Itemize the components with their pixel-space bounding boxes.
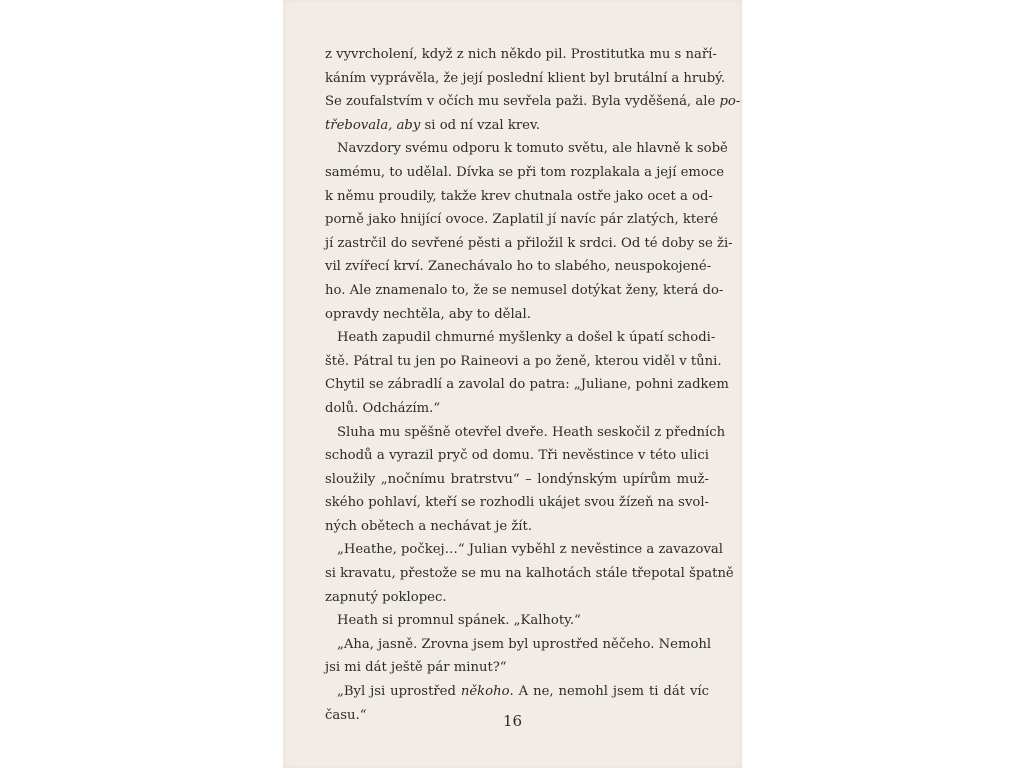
text-line: Heath si promnul spánek. „Kalhoty.“ bbox=[337, 613, 581, 629]
text-line bbox=[325, 114, 709, 138]
text-line: „Aha, jasně. Zrovna jsem byl uprostřed něčeho. Nemohl bbox=[337, 636, 712, 652]
text-line: opravdy nechtěla, aby to dělal. bbox=[325, 306, 531, 322]
text-line: jsi mi dát ještě pár minut?“ bbox=[325, 660, 507, 676]
text-line: zapnutý poklopec. bbox=[325, 589, 447, 605]
text-line: Sluha mu spěšně otevřel dveře. Heath seskočil z předních bbox=[337, 424, 726, 440]
text-line bbox=[325, 90, 741, 114]
text-line: si kravatu, přestože se mu na kalhotách stále třepotal špatně bbox=[325, 566, 734, 582]
text-line: schodů a vyrazil pryč od domu. Tři nevěstince v této ulici bbox=[325, 448, 709, 464]
text-line: dolů. Odcházím.“ bbox=[325, 400, 441, 416]
paragraph bbox=[325, 538, 734, 609]
paragraph bbox=[325, 421, 726, 539]
paragraph bbox=[325, 326, 729, 420]
book-page bbox=[283, 0, 742, 768]
text-line: z vyvrcholení, když z nich někdo pil. Prostitutka mu s naří- bbox=[325, 47, 717, 62]
text-line-part: si od ní vzal krev. bbox=[420, 117, 541, 133]
text-line-part: . A ne, nemohl jsem ti dát víc bbox=[509, 684, 709, 700]
text-line: Navzdory svému odporu k tomuto světu, ale hlavně k sobě bbox=[337, 141, 728, 157]
text-line: sloužily „nočnímu bratrstvu“ – londýnským upírům muž- bbox=[325, 471, 709, 487]
text-line: času.“ bbox=[325, 707, 367, 723]
text-line: ných obětech a nechávat je žít. bbox=[325, 518, 533, 534]
text-line: ště. Pátral tu jen po Raineovi a po ženě, kterou viděl v tůni. bbox=[325, 353, 722, 369]
paragraph bbox=[325, 609, 709, 633]
paragraph bbox=[325, 43, 741, 137]
text-line-part: Se zoufalstvím v očích mu sevřela paži. Byla vyděšená, ale bbox=[325, 94, 720, 110]
text-line: samému, to udělal. Dívka se při tom rozplakala a její emoce bbox=[325, 164, 725, 180]
body-text bbox=[325, 43, 741, 727]
text-line: Chytil se zábradlí a zavolal do patra: „Juliane, pohni zadkem bbox=[325, 377, 729, 393]
paragraph bbox=[325, 633, 712, 680]
text-line: ho. Ale znamenalo to, že se nemusel dotýkat ženy, která do- bbox=[325, 282, 724, 298]
text-line: jí zastrčil do sevřené pěsti a přiložil k srdci. Od té doby se ži- bbox=[325, 235, 733, 251]
text-line-part: „Byl jsi uprostřed bbox=[337, 684, 461, 700]
italic-text: někoho bbox=[460, 684, 510, 700]
text-line: k němu proudily, takže krev chutnala ostře jako ocet a od- bbox=[325, 188, 713, 204]
paragraph bbox=[325, 137, 733, 326]
italic-text: třebovala, aby bbox=[325, 117, 421, 133]
text-line: vil zvířecí krví. Zanechávalo ho to slabého, neuspokojené- bbox=[325, 259, 712, 275]
text-line: Heath zapudil chmurné myšlenky a došel k úpatí schodi- bbox=[337, 330, 716, 346]
text-line: „Heathe, počkej…“ Julian vyběhl z nevěstince a zavazoval bbox=[337, 542, 724, 558]
text-line bbox=[325, 680, 709, 704]
text-line: káním vyprávěla, že její poslední klient byl brutální a hrubý. bbox=[325, 70, 726, 86]
text-line: porně jako hnijící ovoce. Zaplatil jí navíc pár zlatých, které bbox=[325, 212, 719, 228]
page-number: 16 bbox=[502, 712, 523, 730]
italic-text: po- bbox=[719, 94, 741, 110]
text-line: ského pohlaví, kteří se rozhodli ukájet svou žízeň na svol- bbox=[325, 495, 710, 511]
